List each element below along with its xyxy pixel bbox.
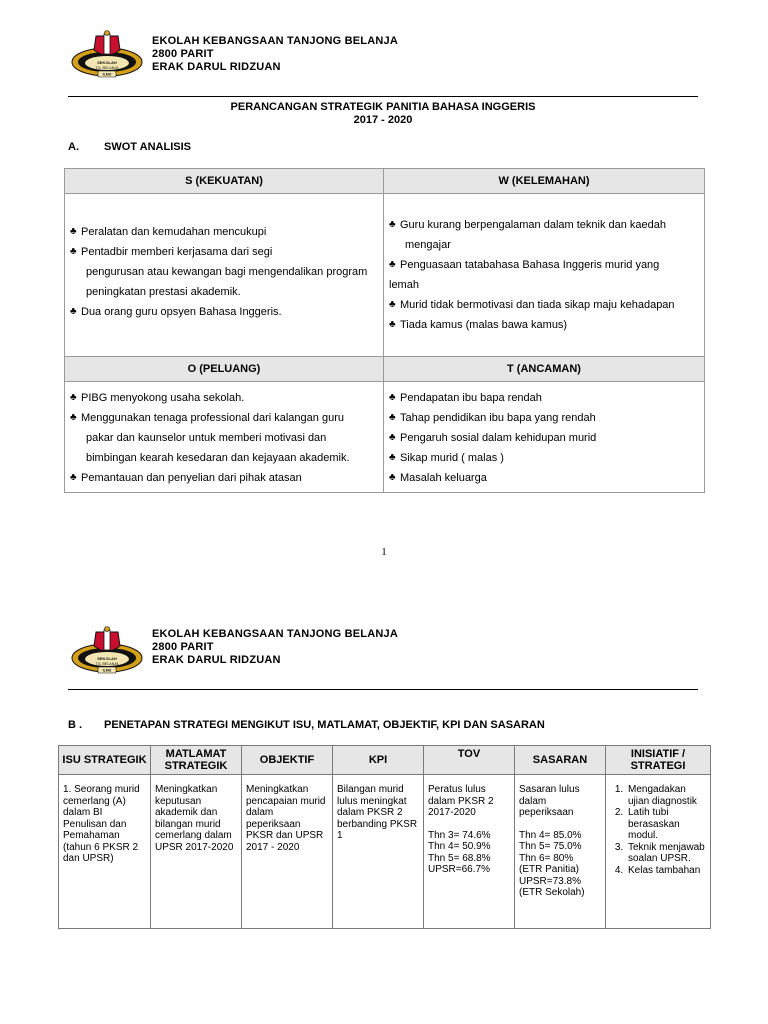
strength-item: pengurusan atau kewangan bagi mengendalikan program (86, 266, 368, 278)
opportunity-item: bimbingan kearah kesedaran dan kejayaan akademik. (86, 452, 350, 464)
weakness-item: ♣ Penguasaan tatabahasa Bahasa Inggeris murid yang (389, 255, 700, 275)
col-header-sasaran: SASARAN (515, 746, 606, 775)
header-divider (68, 689, 698, 690)
swot-opportunity-cell (65, 382, 384, 493)
cell-objektif: Meningkatkan pencapaian murid dalam peperiksaan PKSR dan UPSR 2017 - 2020 (242, 775, 333, 929)
col-header-kpi: KPI (333, 746, 424, 775)
sasaran-line: Thn 4= 85.0% (519, 829, 582, 841)
school-postcode: 2800 PARIT (152, 641, 214, 653)
opportunity-item: ♣ PIBG menyokong usaha sekolah. (70, 388, 379, 408)
tov-line: Thn 4= 50.9% (428, 841, 491, 852)
strength-item: peningkatan prestasi akademik. (86, 286, 241, 298)
sasaran-line: (ETR Panitia) (519, 864, 580, 875)
school-postcode: 2800 PARIT (152, 48, 214, 60)
section-b-letter: B . (68, 719, 83, 731)
swot-weakness-cell (384, 194, 705, 357)
title-line-2: 2017 - 2020 (353, 114, 413, 126)
inisiatif-item: 4. Kelas tambahan (626, 865, 706, 877)
inisiatif-item: 2. Latih tubi berasaskan modul. (626, 807, 706, 842)
inisiatif-item: 3. Teknik menjawab soalan UPSR. (626, 842, 706, 865)
sasaran-line: (ETR Sekolah) (519, 887, 585, 898)
col-header-inisiatif: INISIATIF / STRATEGI (606, 746, 711, 775)
school-name: EKOLAH KEBANGSAAN TANJONG BELANJA (152, 628, 398, 640)
school-state: ERAK DARUL RIDZUAN (152, 61, 281, 73)
swot-threat-cell (384, 382, 705, 493)
tov-intro: Peratus lulus dalam PKSR 2 2017-2020 (428, 784, 494, 818)
sasaran-intro: Sasaran lulus dalam peperiksaan (519, 784, 580, 818)
page-number: 1 (381, 546, 387, 558)
strategy-table (58, 745, 711, 929)
swot-header-weakness: W (KELEMAHAN) (384, 169, 705, 194)
weakness-item: lemah (389, 279, 419, 291)
opportunity-item: ♣ Pemantauan dan penyelian dari pihak atasan (70, 468, 379, 488)
section-a-letter: A. (68, 141, 79, 153)
tov-line: Thn 5= 68.8% (428, 852, 491, 864)
swot-header-strength: S (KEKUATAN) (65, 169, 384, 194)
inisiatif-item: 1. Mengadakan ujian diagnostik (626, 784, 706, 807)
col-header-isu: ISU STRATEGIK (59, 746, 151, 775)
tov-line: UPSR=66.7% (428, 864, 490, 875)
document-title (68, 101, 698, 127)
header-divider (68, 96, 698, 97)
sasaran-line: UPSR=73.8% (519, 875, 581, 887)
inisiatif-list (610, 784, 706, 876)
svg-text:SEKOLAH: SEKOLAH (97, 60, 117, 65)
cell-kpi: Bilangan murid lulus meningkat dalam PKSR 2 berbanding PKSR 1 (333, 775, 424, 929)
svg-text:ILMU: ILMU (102, 668, 112, 673)
svg-text:ILMU: ILMU (102, 72, 112, 77)
threat-item: ♣ Tahap pendidikan ibu bapa yang rendah (389, 408, 700, 428)
weakness-item: ♣ Guru kurang berpengalaman dalam teknik dan kaedah (389, 215, 700, 235)
svg-text:TG. BELANJA: TG. BELANJA (95, 66, 119, 70)
school-address (152, 35, 398, 74)
cell-matlamat: Meningkatkan keputusan akademik dan bilangan murid cemerlang dalam UPSR 2017-2020 (151, 775, 242, 929)
cell-sasaran (515, 775, 606, 929)
threat-item: ♣ Pendapatan ibu bapa rendah (389, 388, 700, 408)
swot-header-opportunity: O (PELUANG) (65, 357, 384, 382)
table-row (59, 775, 711, 929)
svg-text:TG. BELANJA: TG. BELANJA (95, 662, 119, 666)
section-a-title: SWOT ANALISIS (104, 141, 191, 153)
cell-inisiatif (606, 775, 711, 929)
cell-tov (424, 775, 515, 929)
swot-strength-cell (65, 194, 384, 357)
weakness-item: ♣ Murid tidak bermotivasi dan tiada sikap maju kehadapan (389, 295, 700, 315)
section-b-title: PENETAPAN STRATEGI MENGIKUT ISU, MATLAMAT, OBJEKTIF, KPI DAN SASARAN (104, 719, 545, 731)
school-name: EKOLAH KEBANGSAAN TANJONG BELANJA (152, 35, 398, 47)
strength-item: ♣ Pentadbir memberi kerjasama dari segi (70, 242, 379, 262)
tov-line: Thn 3= 74.6% (428, 829, 491, 841)
col-header-matlamat: MATLAMAT STRATEGIK (151, 746, 242, 775)
threat-item: ♣ Sikap murid ( malas ) (389, 448, 700, 468)
school-logo (70, 626, 144, 676)
swot-table (64, 168, 705, 493)
school-state: ERAK DARUL RIDZUAN (152, 654, 281, 666)
opportunity-item: ♣ Menggunakan tenaga professional dari kalangan guru (70, 408, 379, 428)
sasaran-line: Thn 6= 80% (519, 852, 574, 864)
strength-item: ♣ Dua orang guru opsyen Bahasa Inggeris. (70, 302, 379, 322)
strength-item: ♣ Peralatan dan kemudahan mencukupi (70, 222, 379, 242)
title-line-1: PERANCANGAN STRATEGIK PANITIA BAHASA INGGERIS (230, 101, 536, 113)
swot-header-threat: T (ANCAMAN) (384, 357, 705, 382)
threat-item: ♣ Masalah keluarga (389, 468, 700, 488)
school-address (152, 628, 398, 667)
sasaran-line: Thn 5= 75.0% (519, 841, 582, 852)
cell-isu: 1. Seorang murid cemerlang (A) dalam BI Penulisan dan Pemahaman (tahun 6 PKSR 2 dan UPSR) (59, 775, 151, 929)
opportunity-item: pakar dan kaunselor untuk memberi motivasi dan (86, 432, 327, 444)
svg-text:SEKOLAH: SEKOLAH (97, 656, 117, 661)
col-header-objektif: OBJEKTIF (242, 746, 333, 775)
col-header-tov: TOV (424, 746, 515, 775)
weakness-item: ♣ Tiada kamus (malas bawa kamus) (389, 315, 700, 335)
school-logo (70, 30, 144, 80)
weakness-item: mengajar (405, 239, 451, 251)
threat-item: ♣ Pengaruh sosial dalam kehidupan murid (389, 428, 700, 448)
